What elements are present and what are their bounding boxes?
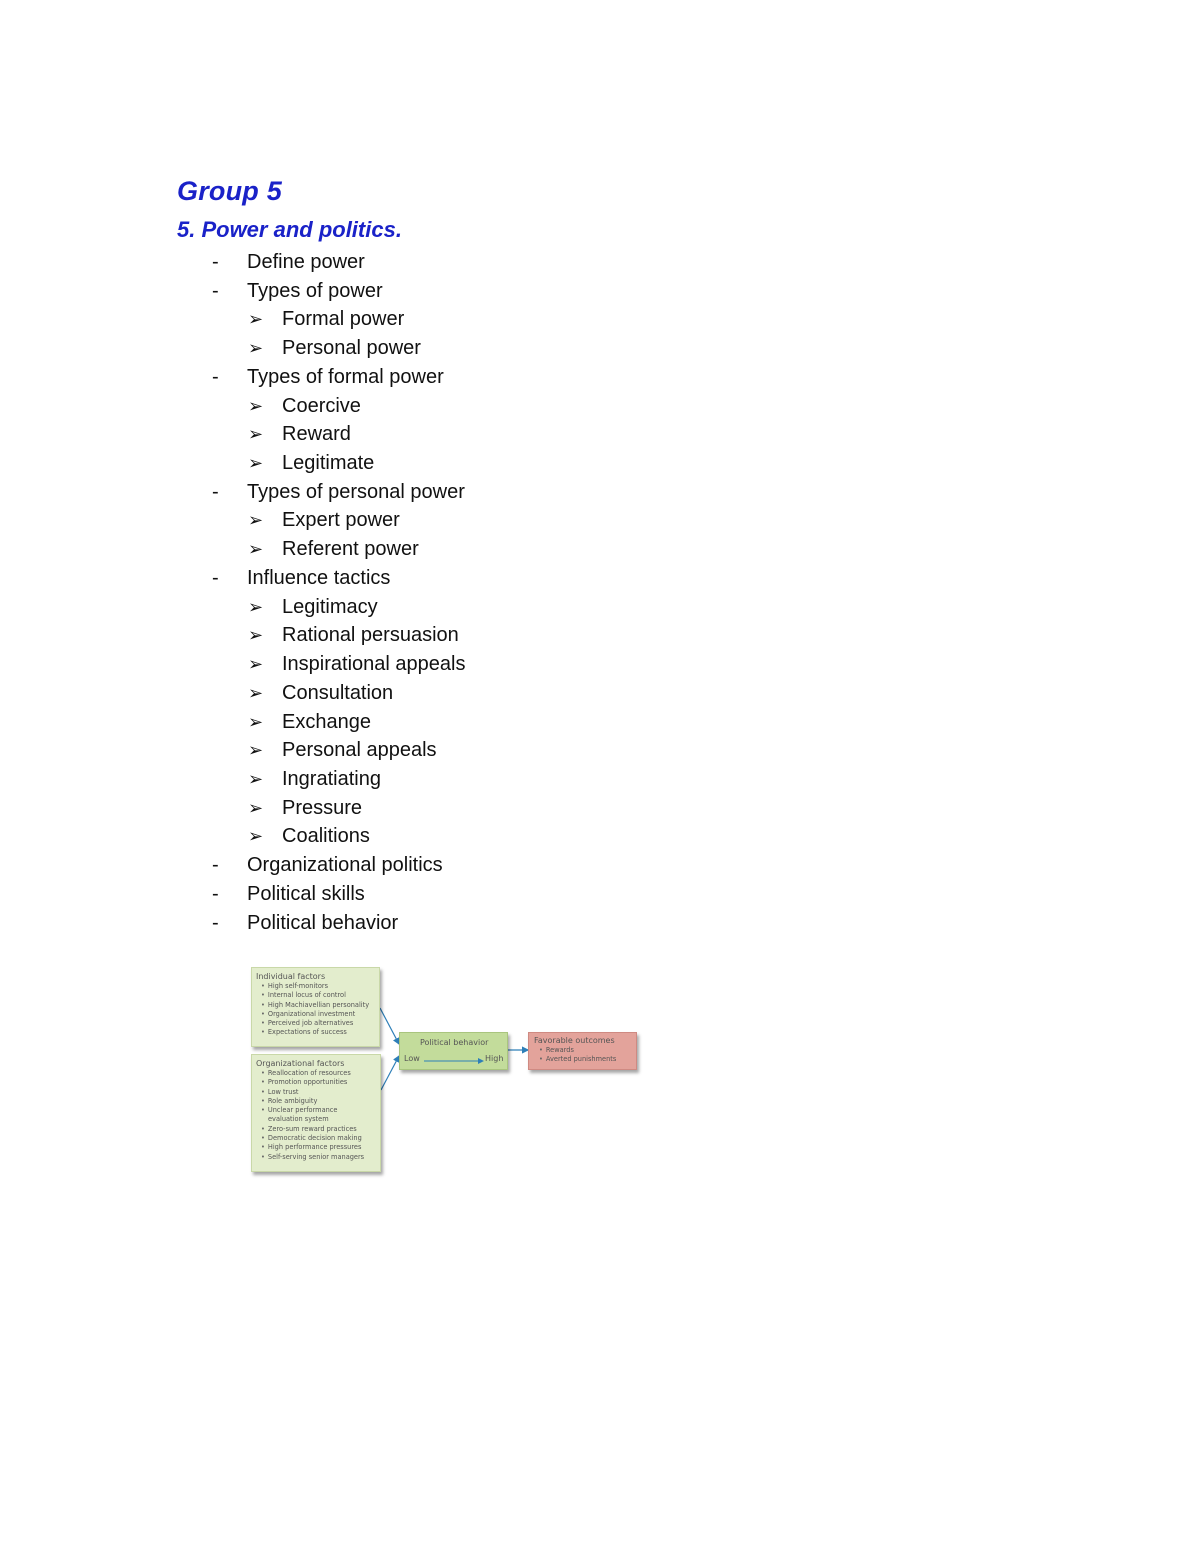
group-heading: Group 5 [177,176,282,206]
outline-subitem [0,334,1200,363]
favorable-outcomes-title: Favorable outcomes [534,1036,615,1045]
arrow-bullet-icon: ➢ [248,424,264,445]
outline-item-text: Inspirational appeals [282,653,466,676]
individual-factors-list [256,982,375,1038]
factor-item: • Democratic decision making [261,1134,376,1143]
outline-item-text: Referent power [282,538,419,561]
dash-bullet: - [212,251,219,273]
outline-item-text: Consultation [282,681,394,704]
dash-bullet: - [212,279,219,302]
outline-item-text: Coercive [282,394,361,417]
favorable-outcomes-box [528,1032,637,1070]
outline-item [0,478,1200,507]
arrow-bullet-icon: ➢ [248,596,264,617]
arrow-bullet-icon: ➢ [248,826,264,847]
outline-item-text: Organizational politics [247,854,443,877]
factor-item: • Reallocation of resources [261,1069,376,1078]
outline-subitem [0,506,1200,535]
outline-item [0,851,1200,880]
dash-bullet: - [212,882,219,905]
outline-item-text: Types of personal power [247,480,465,503]
organizational-factors-title: Organizational factors [256,1059,345,1068]
arrow-individual-to-behavior [380,1008,399,1044]
outline-item-text: Ingratiating [282,767,381,790]
outline-item-text: Legitimacy [282,595,378,618]
dash-bullet: - [212,480,219,503]
factor-item: • Rewards [539,1046,631,1055]
factor-item: • Self-serving senior managers [261,1153,376,1162]
arrow-bullet-icon: ➢ [248,453,264,474]
arrow-bullet-icon: ➢ [248,510,264,531]
factor-item: • Averted punishments [539,1055,631,1064]
outline-subitem [0,305,1200,334]
outline-subitem [0,535,1200,564]
arrow-bullet-icon: ➢ [248,395,264,416]
political-behavior-high-label: High [485,1054,504,1063]
arrow-bullet-icon: ➢ [248,740,264,761]
outline-item [0,363,1200,392]
factor-item: • Promotion opportunities [261,1078,376,1087]
outline-subitem [0,822,1200,851]
outline-item-text: Influence tactics [247,566,391,589]
organizational-factors-list [256,1069,376,1162]
outline-item [0,909,1200,938]
political-behavior-title: Political behavior [420,1038,489,1047]
factor-item: • High self-monitors [261,982,375,991]
outline-subitem [0,420,1200,449]
factor-item: evaluation system [268,1115,329,1124]
outline-item-text: Political skills [247,882,365,905]
outline-item-text: Personal power [282,337,421,360]
outline-item [0,248,1200,277]
outline-subitem [0,621,1200,650]
favorable-outcomes-list [534,1046,631,1065]
outline-item-text: Legitimate [282,452,375,475]
organizational-factors-box [251,1054,381,1172]
factor-item: • Low trust [261,1088,376,1097]
arrow-bullet-icon: ➢ [248,539,264,560]
political-behavior-low-label: Low [404,1054,420,1063]
outline-subitem [0,794,1200,823]
dash-bullet: - [212,911,219,934]
dash-bullet: - [212,365,219,388]
arrow-bullet-icon: ➢ [248,682,264,703]
outline-subitem [0,679,1200,708]
outline-item-text: Expert power [282,509,400,532]
individual-factors-title: Individual factors [256,972,326,981]
factor-item: • High performance pressures [261,1143,376,1152]
outline-item [0,880,1200,909]
arrow-bullet-icon: ➢ [248,625,264,646]
outline-item [0,564,1200,593]
outline-item-text: Define power [247,251,365,273]
arrow-organizational-to-behavior [381,1056,399,1090]
factor-item: • Role ambiguity [261,1097,376,1106]
outline-subitem [0,449,1200,478]
outline-item-text: Pressure [282,796,363,819]
factor-item: • High Machiavellian personality [261,1001,375,1010]
outline-subitem [0,392,1200,421]
outline-item-text: Coalitions [282,825,370,848]
factor-item: • Organizational investment [261,1010,375,1019]
political-behavior-box [399,1032,508,1070]
factor-item: • Unclear performance [261,1106,376,1115]
outline-item-text: Formal power [282,308,405,331]
political-behavior-diagram [250,966,642,1178]
factor-item: • Internal locus of control [261,991,375,1000]
arrow-bullet-icon: ➢ [248,797,264,818]
arrow-bullet-icon: ➢ [248,309,264,330]
arrow-bullet-icon: ➢ [248,768,264,789]
individual-factors-box [251,967,380,1047]
outline-subitem [0,650,1200,679]
outline-item-text: Reward [282,423,351,446]
outline-subitem [0,593,1200,622]
outline-item-text: Types of formal power [247,365,444,388]
outline-subitem [0,765,1200,794]
dash-bullet: - [212,566,219,589]
low-high-scale-arrow [424,1057,484,1065]
factor-item: • Perceived job alternatives [261,1019,375,1028]
topic-outline [0,248,1200,937]
dash-bullet: - [212,854,219,877]
arrow-bullet-icon: ➢ [248,711,264,732]
outline-item-text: Exchange [282,710,371,733]
outline-item-text: Rational persuasion [282,624,459,647]
arrow-bullet-icon: ➢ [248,338,264,359]
outline-subitem [0,708,1200,737]
arrow-bullet-icon: ➢ [248,654,264,675]
outline-item [0,277,1200,306]
section-heading: 5. Power and politics. [177,217,402,242]
outline-subitem [0,736,1200,765]
factor-item: • Expectations of success [261,1028,375,1037]
factor-item: • Zero-sum reward practices [261,1125,376,1134]
outline-item-text: Political behavior [247,911,399,934]
outline-item-text: Types of power [247,279,383,302]
outline-item-text: Personal appeals [282,739,437,762]
